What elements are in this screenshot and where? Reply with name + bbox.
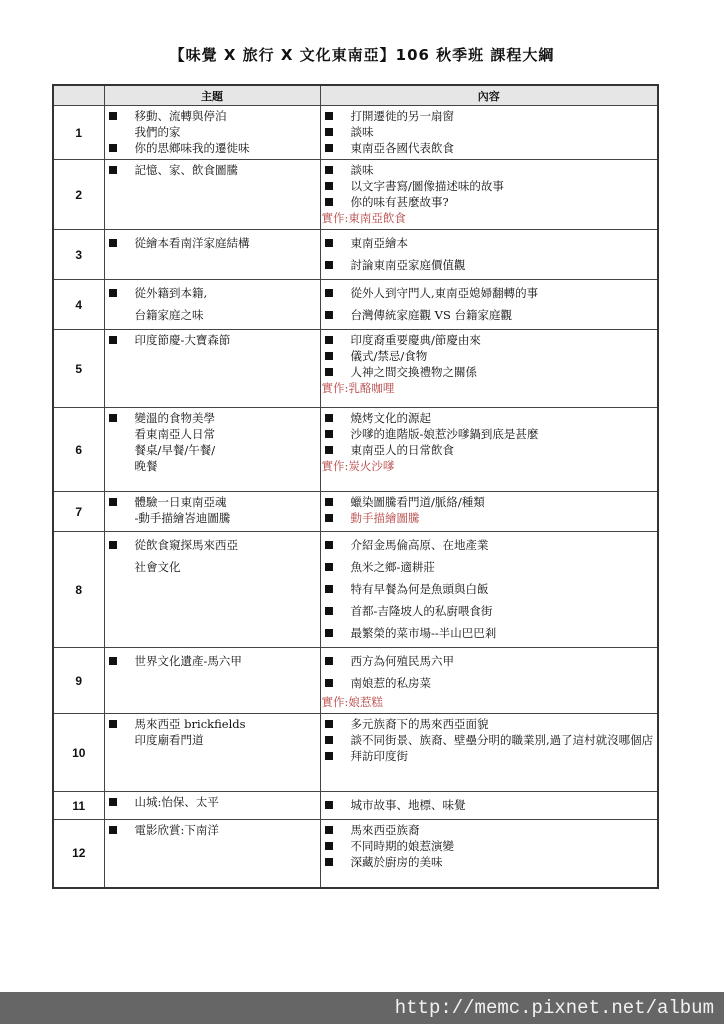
content-item [321,732,658,748]
bullet-square-icon [105,458,135,474]
topic-text: 電影欣賞:下南洋 [134,823,219,837]
bullet-square-icon [321,838,351,854]
content-text: 特有早餐為何是魚頭與白飯 [350,582,489,596]
content-item [321,426,658,442]
session-number: 1 [53,106,104,160]
topic-text: 從繪本看南洋家庭結構 [134,236,250,250]
bullet-square-icon [105,494,135,510]
bullet-square-icon [321,140,351,156]
content-cell [320,492,658,532]
content-text: 蠟染圖騰看門道/脈絡/種類 [350,495,485,509]
content-item [321,332,658,348]
bullet-square-icon [321,108,351,124]
topic-item [105,716,320,732]
bullet-square-icon [321,556,351,578]
bullet-square-icon [105,716,135,732]
topic-cell [104,330,320,408]
bullet-square-icon [105,822,135,838]
topic-text: 印度節慶-大寶森節 [134,333,231,347]
content-text: 談味 [350,125,374,139]
content-text: 魚米之鄉-適耕莊 [350,560,435,574]
topic-cell [104,280,320,330]
topic-item [105,282,320,304]
content-text: 談不同街景、族裔、壁壘分明的職業別,過了這村就沒哪個店 [350,733,654,747]
bullet-square-icon [105,162,135,178]
topic-cell [104,532,320,648]
session-number: 5 [53,330,104,408]
bullet-square-icon [321,426,351,442]
bullet-square-icon [321,650,351,672]
content-text: 印度裔重要慶典/節慶由來 [350,333,481,347]
content-text: 拜訪印度街 [350,749,408,763]
topic-text: 移動、流轉與停泊 [134,109,227,123]
bullet-square-icon [105,332,135,348]
content-text: 多元族裔下的馬來西亞面貌 [350,717,489,731]
bullet-square-icon [105,304,135,326]
bullet-square-icon [321,822,351,838]
bullet-square-icon [321,254,351,276]
bullet-square-icon [321,178,351,194]
topic-item [105,124,320,140]
bullet-square-icon [321,622,351,644]
topic-text: 社會文化 [134,560,181,574]
table-row [53,230,658,280]
table-row [53,280,658,330]
content-item [321,716,658,732]
content-item [321,748,658,764]
topic-text: 你的思鄉味我的遷徙味 [134,141,250,155]
bullet-square-icon [105,650,135,672]
topic-item [105,410,320,426]
content-item [321,578,658,600]
bullet-square-icon [105,124,135,140]
content-text: 動手描繪圖騰 [350,511,420,525]
table-row [53,648,658,714]
bullet-square-icon [321,510,351,526]
bullet-square-icon [105,108,135,124]
bullet-square-icon [321,348,351,364]
bullet-square-icon [321,748,351,764]
content-text: 以文字書寫/圖像描述味的故事 [350,179,504,193]
content-item [321,672,658,694]
content-text: 東南亞人的日常飲食 [350,443,454,457]
session-number: 11 [53,792,104,820]
practice-label: 實作:娘惹糕 [321,695,383,709]
topic-item [105,442,320,458]
bullet-square-icon [321,732,351,748]
content-cell [320,408,658,492]
bullet-square-icon [321,600,351,622]
content-item [321,348,658,364]
practice-label: 實作:東南亞飲食 [321,211,406,225]
content-item [321,838,658,854]
table-row [53,820,658,888]
content-item [321,534,658,556]
topic-cell [104,230,320,280]
table-row [53,714,658,792]
practice-label: 實作:乳酪咖哩 [321,381,395,395]
page-title: 【味覺 X 旅行 X 文化東南亞】106 秋季班 課程大綱 [169,46,555,64]
topic-cell [104,714,320,792]
content-text: 東南亞各國代表飲食 [350,141,454,155]
content-item [321,600,658,622]
content-text: 沙嗲的進階版-娘惹沙嗲鍋到底是甚麼 [350,427,539,441]
content-item [321,442,658,458]
content-text: 西方為何殖民馬六甲 [350,654,454,668]
topic-cell [104,648,320,714]
bullet-square-icon [105,534,135,556]
session-number: 12 [53,820,104,888]
syllabus-table [52,84,659,889]
bullet-square-icon [321,578,351,600]
content-text: 打開遷徙的另一扇窗 [350,109,454,123]
content-item [321,510,658,526]
bullet-square-icon [321,672,351,694]
content-text: 介紹金馬倫高原、在地產業 [350,538,489,552]
topic-text: 餐桌/早餐/午餐/ [134,443,216,457]
content-text: 討論東南亞家庭價值觀 [350,258,466,272]
topic-text: -動手描繪峇迪圖騰 [134,511,231,525]
session-number: 2 [53,160,104,230]
content-text: 馬來西亞族裔 [350,823,420,837]
topic-item [105,458,320,474]
topic-text: 山城:怡保、太平 [134,795,219,809]
content-text: 東南亞繪本 [350,236,408,250]
topic-text: 台籍家庭之味 [134,308,204,322]
topic-item [105,304,320,326]
bullet-square-icon [321,854,351,870]
table-row [53,160,658,230]
content-text: 燒烤文化的源起 [350,411,431,425]
topic-item [105,534,320,556]
content-text: 南娘惹的私房菜 [350,676,431,690]
bullet-square-icon [321,194,351,210]
topic-item [105,794,320,810]
header-content: 內容 [320,85,658,106]
table-row [53,792,658,820]
content-text: 城市故事、地標、味覺 [350,798,466,812]
content-cell [320,106,658,160]
content-item [321,622,658,644]
topic-text: 體驗一日東南亞魂 [134,495,227,509]
topic-item [105,426,320,442]
content-item [321,194,658,210]
topic-item [105,822,320,838]
table-header-row [53,85,658,106]
content-item [321,140,658,156]
content-text: 深藏於廚房的美味 [350,855,443,869]
session-number: 4 [53,280,104,330]
topic-item [105,108,320,124]
bullet-square-icon [321,442,351,458]
topic-text: 記憶、家、飲食圖騰 [134,163,238,177]
topic-text: 印度廟看門道 [134,733,204,747]
table-row [53,532,658,648]
topic-text: 從飲食窺探馬來西亞 [134,538,238,552]
topic-text: 晚餐 [134,459,158,473]
table-row [53,492,658,532]
content-text: 不同時期的娘惹演變 [350,839,454,853]
topic-text: 馬來西亞 brickfields [134,717,246,731]
topic-cell [104,408,320,492]
content-item [321,494,658,510]
topic-item [105,510,320,526]
content-item [321,178,658,194]
watermark-url: http://memc.pixnet.net/album [394,997,714,1019]
session-number: 3 [53,230,104,280]
table-row [53,330,658,408]
content-item [321,232,658,254]
content-item [321,124,658,140]
table-row [53,106,658,160]
content-text: 儀式/禁忌/食物 [350,349,428,363]
topic-text: 從外籍到本籍, [134,286,208,300]
session-number: 7 [53,492,104,532]
content-cell [320,648,658,714]
bullet-square-icon [321,282,351,304]
topic-item [105,140,320,156]
content-text: 首都-吉隆坡人的私廚喂食街 [350,604,493,618]
bullet-square-icon [321,534,351,556]
bullet-square-icon [321,364,351,380]
bullet-square-icon [321,716,351,732]
bullet-square-icon [105,556,135,578]
table-row [53,408,658,492]
topic-item [105,162,320,178]
bullet-square-icon [321,304,351,326]
content-cell [320,792,658,820]
topic-cell [104,792,320,820]
content-item [321,794,658,816]
topic-cell [104,492,320,532]
bullet-square-icon [105,510,135,526]
topic-cell [104,160,320,230]
content-cell [320,820,658,888]
bullet-square-icon [321,162,351,178]
topic-item [105,650,320,672]
session-number: 9 [53,648,104,714]
topic-cell [104,106,320,160]
content-item [321,822,658,838]
content-text: 你的味有甚麼故事? [350,195,449,209]
content-text: 從外人到守門人,東南亞媳婦翻轉的事 [350,286,539,300]
content-text: 談味 [350,163,374,177]
header-topic: 主題 [104,85,320,106]
bullet-square-icon [321,332,351,348]
content-cell [320,532,658,648]
topic-text: 我們的家 [134,125,181,139]
content-cell [320,230,658,280]
bullet-square-icon [105,732,135,748]
watermark-bar [0,992,724,1024]
bullet-square-icon [105,140,135,156]
bullet-square-icon [105,282,135,304]
practice-label: 實作:炭火沙嗲 [321,459,395,473]
topic-text: 世界文化遺產-馬六甲 [134,654,242,668]
content-item [321,364,658,380]
topic-text: 看東南亞人日常 [134,427,215,441]
topic-item [105,332,320,348]
content-item [321,854,658,870]
content-item [321,650,658,672]
topic-item [105,494,320,510]
bullet-square-icon [321,410,351,426]
content-item [321,254,658,276]
content-item [321,304,658,326]
bullet-square-icon [321,494,351,510]
session-number: 8 [53,532,104,648]
topic-item [105,232,320,254]
bullet-square-icon [105,426,135,442]
bullet-square-icon [105,232,135,254]
bullet-square-icon [105,794,135,810]
topic-text: 變溫的食物美學 [134,411,215,425]
bullet-square-icon [321,232,351,254]
content-cell [320,160,658,230]
content-item [321,556,658,578]
content-item [321,108,658,124]
session-number: 10 [53,714,104,792]
content-cell [320,280,658,330]
bullet-square-icon [105,410,135,426]
session-number: 6 [53,408,104,492]
topic-item [105,556,320,578]
content-item [321,410,658,426]
content-item [321,282,658,304]
topic-cell [104,820,320,888]
content-text: 人神之間交換禮物之關係 [350,365,477,379]
header-number [53,85,104,106]
content-text: 台灣傳統家庭觀 VS 台籍家庭觀 [350,308,512,322]
bullet-square-icon [321,794,351,816]
content-cell [320,330,658,408]
content-text: 最繁榮的菜市場--半山巴巴剎 [350,626,497,640]
bullet-square-icon [105,442,135,458]
content-cell [320,714,658,792]
content-item [321,162,658,178]
bullet-square-icon [321,124,351,140]
topic-item [105,732,320,748]
